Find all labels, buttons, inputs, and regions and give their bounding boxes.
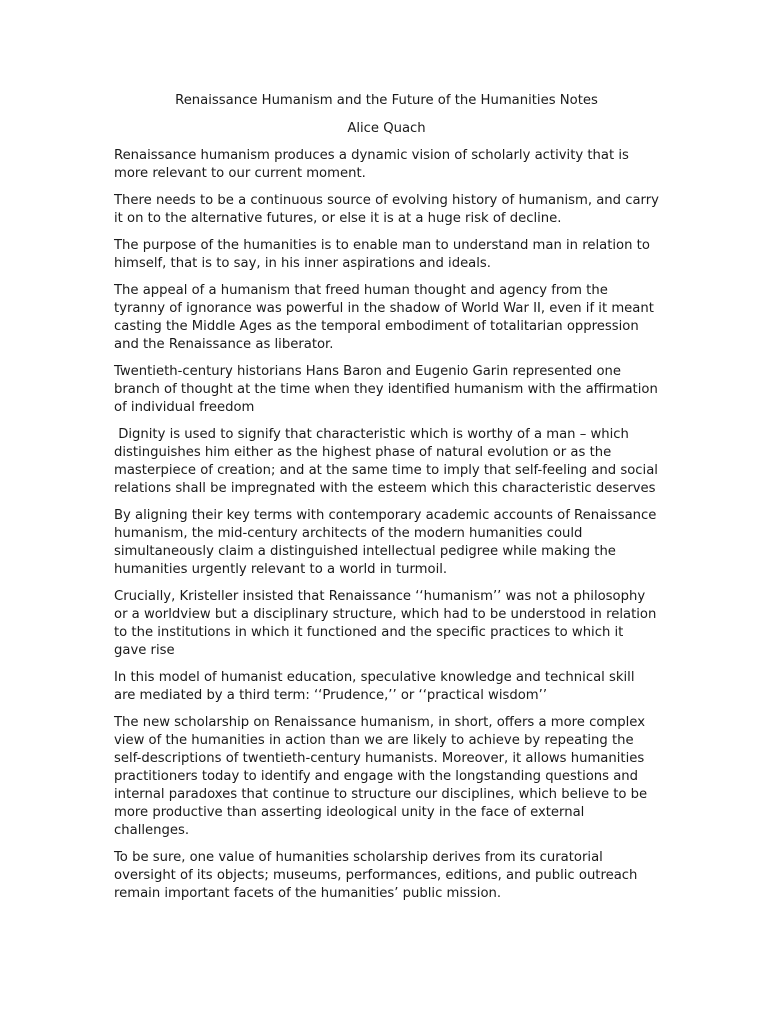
paragraph: Crucially, Kristeller insisted that Renaissance ‘‘humanism’’ was not a philosophy or a worldview but a disciplinary structure, which had to be understood in relation to the institutions in which it functioned and the specific practices to which it gave rise <box>114 589 661 658</box>
paragraph: There needs to be a continuous source of evolving history of humanism, and carry it on to the alternative futures, or else it is at a huge risk of decline. <box>114 193 664 226</box>
document-author: Alice Quach <box>347 121 426 136</box>
paragraph: In this model of humanist education, speculative knowledge and technical skill are mediated by a third term: ‘‘Prudence,’’ or ‘‘practical wisdom’’ <box>114 670 639 703</box>
paragraph: Dignity is used to signify that characteristic which is worthy of a man – which distinguishes him either as the highest phase of natural evolution or as the masterpiece of creation; and at the same time to imply that self-feeling and social relations shall be impregnated with the esteem which this characteristic deserves <box>114 427 663 496</box>
paragraph: Renaissance humanism produces a dynamic vision of scholarly activity that is more relevant to our current moment. <box>114 148 634 181</box>
paragraph: The appeal of a humanism that freed human thought and agency from the tyranny of ignorance was powerful in the shadow of World War II, even if it meant casting the Middle Ages as the temporal embodiment of totalitarian oppression and the Renaissance as liberator. <box>114 283 659 352</box>
document-body <box>114 92 664 912</box>
document-title: Renaissance Humanism and the Future of the Humanities Notes <box>175 93 598 108</box>
paragraph: The purpose of the humanities is to enable man to understand man in relation to himself, that is to say, in his inner aspirations and ideals. <box>114 238 655 271</box>
paragraph: To be sure, one value of humanities scholarship derives from its curatorial oversight of its objects; museums, performances, editions, and public outreach remain important facets of the humanities’ public mission. <box>114 850 642 901</box>
paragraph: Twentieth-century historians Hans Baron and Eugenio Garin represented one branch of thought at the time when they identified humanism with the affirmation of individual freedom <box>114 364 663 415</box>
paragraph: The new scholarship on Renaissance humanism, in short, offers a more complex view of the humanities in action than we are likely to achieve by repeating the self-descriptions of twentieth-century humanists. Moreover, it allows humanities practitioners today to identify and engage with the longstanding questions and internal paradoxes that continue to structure our disciplines, which believe to be more productive than asserting ideological unity in the face of external challenges. <box>114 715 652 838</box>
paragraph: By aligning their key terms with contemporary academic accounts of Renaissance humanism, the mid-century architects of the modern humanities could simultaneously claim a distinguished intellectual pedigree while making the humanities urgently relevant to a world in turmoil. <box>114 508 661 577</box>
